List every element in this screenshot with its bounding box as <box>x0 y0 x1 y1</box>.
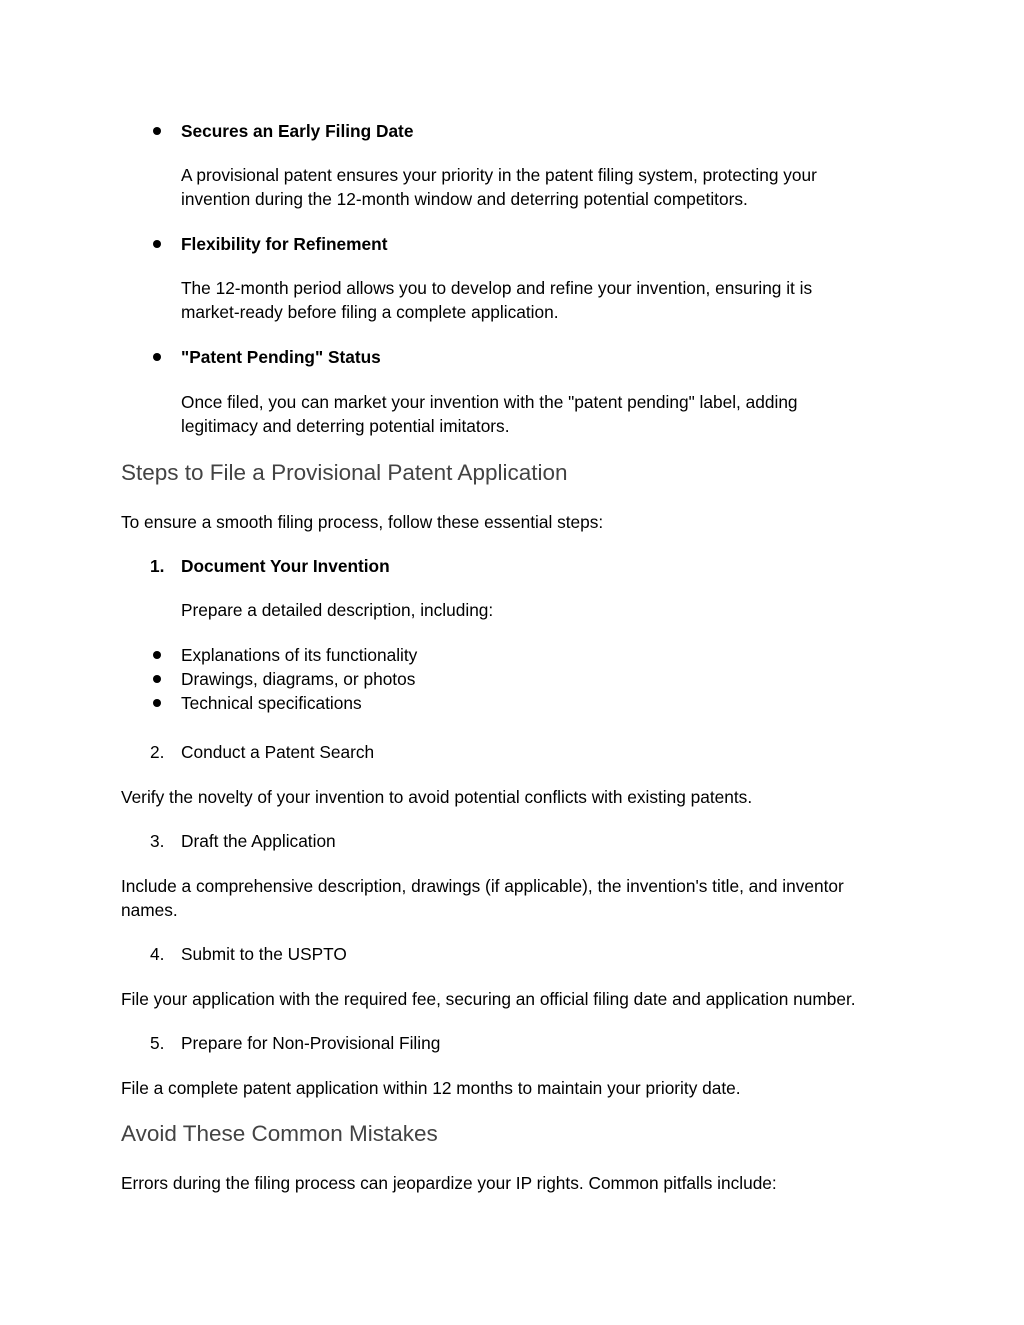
step-body: File your application with the required fee, securing an official filing date and application number. <box>121 989 856 1009</box>
list-item: Explanations of its functionality <box>181 645 418 665</box>
step-number: 1. <box>150 556 165 576</box>
step-number: 4. <box>150 944 165 964</box>
step-title: Prepare for Non-Provisional Filing <box>181 1033 441 1053</box>
section-heading: Steps to File a Provisional Patent Application <box>121 460 568 485</box>
bullet-icon <box>153 127 161 135</box>
bullet-icon <box>153 699 161 707</box>
step-title: Document Your Invention <box>181 556 390 576</box>
benefit-title: Secures an Early Filing Date <box>181 121 414 141</box>
benefit-title: "Patent Pending" Status <box>181 347 381 367</box>
bullet-icon <box>153 353 161 361</box>
step-body: Prepare a detailed description, including: <box>181 600 494 620</box>
benefit-body: Once filed, you can market your invention with the "patent pending" label, adding legitimacy and deterring potential imitators. <box>181 392 798 437</box>
step-number: 3. <box>150 831 165 851</box>
benefit-title: Flexibility for Refinement <box>181 234 388 254</box>
benefit-body: The 12-month period allows you to develop and refine your invention, ensuring it is market-ready before filing a complete application. <box>181 278 813 323</box>
section-heading: Avoid These Common Mistakes <box>121 1121 438 1146</box>
benefit-body: A provisional patent ensures your priority in the patent filing system, protecting your invention during the 12-month window and deterring potential competitors. <box>181 165 817 210</box>
list-item: Drawings, diagrams, or photos <box>181 669 416 689</box>
bullet-icon <box>153 651 161 659</box>
list-item: Technical specifications <box>181 693 362 713</box>
step-body: File a complete patent application within 12 months to maintain your priority date. <box>121 1078 741 1098</box>
step-body: Include a comprehensive description, drawings (if applicable), the invention's title, and inventor names. <box>121 876 844 921</box>
step-title: Conduct a Patent Search <box>181 742 375 762</box>
bullet-icon <box>153 675 161 683</box>
step-title: Submit to the USPTO <box>181 944 347 964</box>
section-intro: To ensure a smooth filing process, follow these essential steps: <box>121 512 604 532</box>
bullet-icon <box>153 240 161 248</box>
section-intro: Errors during the filing process can jeopardize your IP rights. Common pitfalls include: <box>121 1173 777 1193</box>
step-number: 5. <box>150 1033 165 1053</box>
step-body: Verify the novelty of your invention to avoid potential conflicts with existing patents. <box>121 787 753 807</box>
step-title: Draft the Application <box>181 831 336 851</box>
step-number: 2. <box>150 742 165 762</box>
